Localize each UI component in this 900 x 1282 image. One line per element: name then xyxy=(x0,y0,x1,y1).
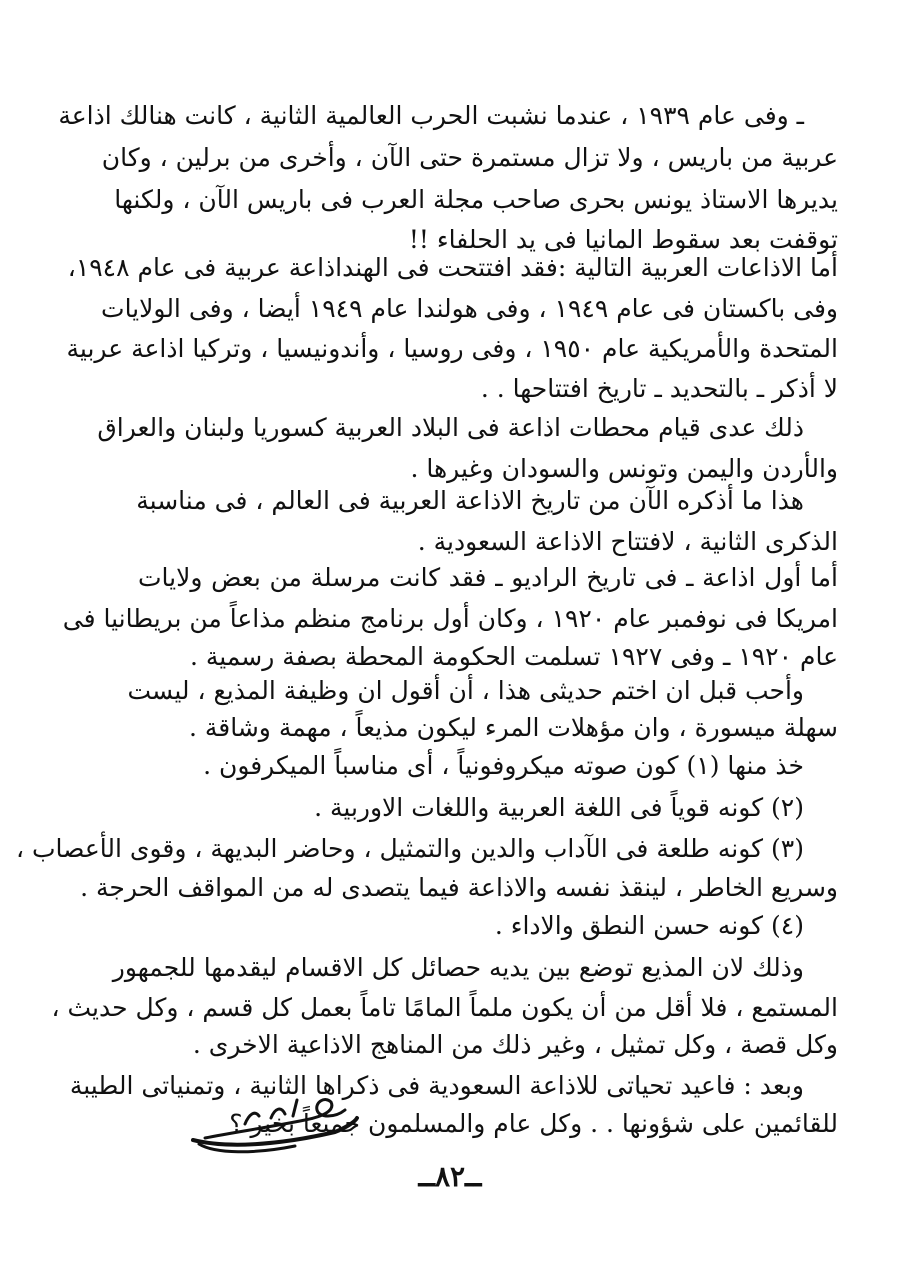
page-number: ــ٨٢ــ xyxy=(418,1160,482,1193)
handwritten-signature xyxy=(185,1088,365,1158)
text-line: ذلك عدى قيام محطات اذاعة فى البلاد العربية كسوريا ولبنان والعراق xyxy=(97,413,804,442)
text-line: وذلك لان المذيع توضع بين يديه حصائل كل الاقسام ليقدمها للجمهور xyxy=(112,953,804,982)
text-line: أما الاذاعات العربية التالية :فقد افتتحت فى الهنداذاعة عربية فى عام ١٩٤٨، xyxy=(67,253,838,282)
text-line: عام ١٩٢٠ ـ وفى ١٩٢٧ تسلمت الحكومة المحطة بصفة رسمية . xyxy=(190,642,838,671)
text-line: هذا ما أذكره الآن من تاريخ الاذاعة العربية فى العالم ، فى مناسبة xyxy=(136,486,804,515)
text-line: توقفت بعد سقوط المانيا فى يد الحلفاء !! xyxy=(408,225,838,254)
text-line: (٣) كونه طلعة فى الآداب والدين والتمثيل ، وحاضر البديهة ، وقوى الأعصاب ، xyxy=(16,834,804,863)
text-line: والأردن واليمن وتونس والسودان وغيرها . xyxy=(410,454,838,483)
text-line: وسريع الخاطر ، لينقذ نفسه والاذاعة فيما يتصدى له من المواقف الحرجة . xyxy=(80,873,838,902)
text-line: الذكرى الثانية ، لافتتاح الاذاعة السعودية . xyxy=(417,527,838,556)
text-line: لا أذكر ـ بالتحديد ـ تاريخ افتتاحها . . xyxy=(480,374,838,403)
text-line: وكل قصة ، وكل تمثيل ، وغير ذلك من المناهج الاذاعية الاخرى . xyxy=(192,1030,838,1059)
text-line: خذ منها (١) كون صوته ميكروفونياً ، أى مناسباً الميكرفون . xyxy=(203,751,804,780)
text-line: يديرها الاستاذ يونس بحرى صاحب مجلة العرب فى باريس الآن ، ولكنها xyxy=(114,185,838,214)
text-line: المتحدة والأمريكية عام ١٩٥٠ ، وفى روسيا ، وأندونيسيا ، وتركيا اذاعة عربية xyxy=(66,334,838,363)
text-line: للقائمين على شؤونها . . وكل عام والمسلمون جميعاً بخير ؟ xyxy=(229,1109,838,1138)
text-line: (٤) كونه حسن النطق والاداء . xyxy=(494,911,804,940)
text-line: وبعد : فاعيد تحياتى للاذاعة السعودية فى ذكراها الثانية ، وتمنياتى الطيبة xyxy=(69,1071,804,1100)
text-line: (٢) كونه قوياً فى اللغة العربية واللغات الاوربية . xyxy=(314,793,804,822)
text-line: سهلة ميسورة ، وان مؤهلات المرء ليكون مذيعاً ، مهمة وشاقة . xyxy=(188,713,838,742)
text-line: أما أول اذاعة ـ فى تاريخ الراديو ـ فقد كانت مرسلة من بعض ولايات xyxy=(138,563,838,592)
text-line: وأحب قبل ان اختم حديثى هذا ، أن أقول ان وظيفة المذيع ، ليست xyxy=(127,676,804,705)
text-line: امريكا فى نوفمبر عام ١٩٢٠ ، وكان أول برنامج منظم مذاعاً من بريطانيا فى xyxy=(62,604,838,633)
text-line: وفى باكستان فى عام ١٩٤٩ ، وفى هولندا عام ١٩٤٩ أيضا ، وفى الولايات xyxy=(101,294,838,323)
text-line: عربية من باريس ، ولا تزال مستمرة حتى الآن ، وأخرى من برلين ، وكان xyxy=(101,143,838,172)
text-line: المستمع ، فلا أقل من أن يكون ملماً المامًا تاماً بعمل كل قسم ، وكل حديث ، xyxy=(51,993,838,1022)
text-line: ـ وفى عام ١٩٣٩ ، عندما نشبت الحرب العالمية الثانية ، كانت هنالك اذاعة xyxy=(58,101,804,130)
